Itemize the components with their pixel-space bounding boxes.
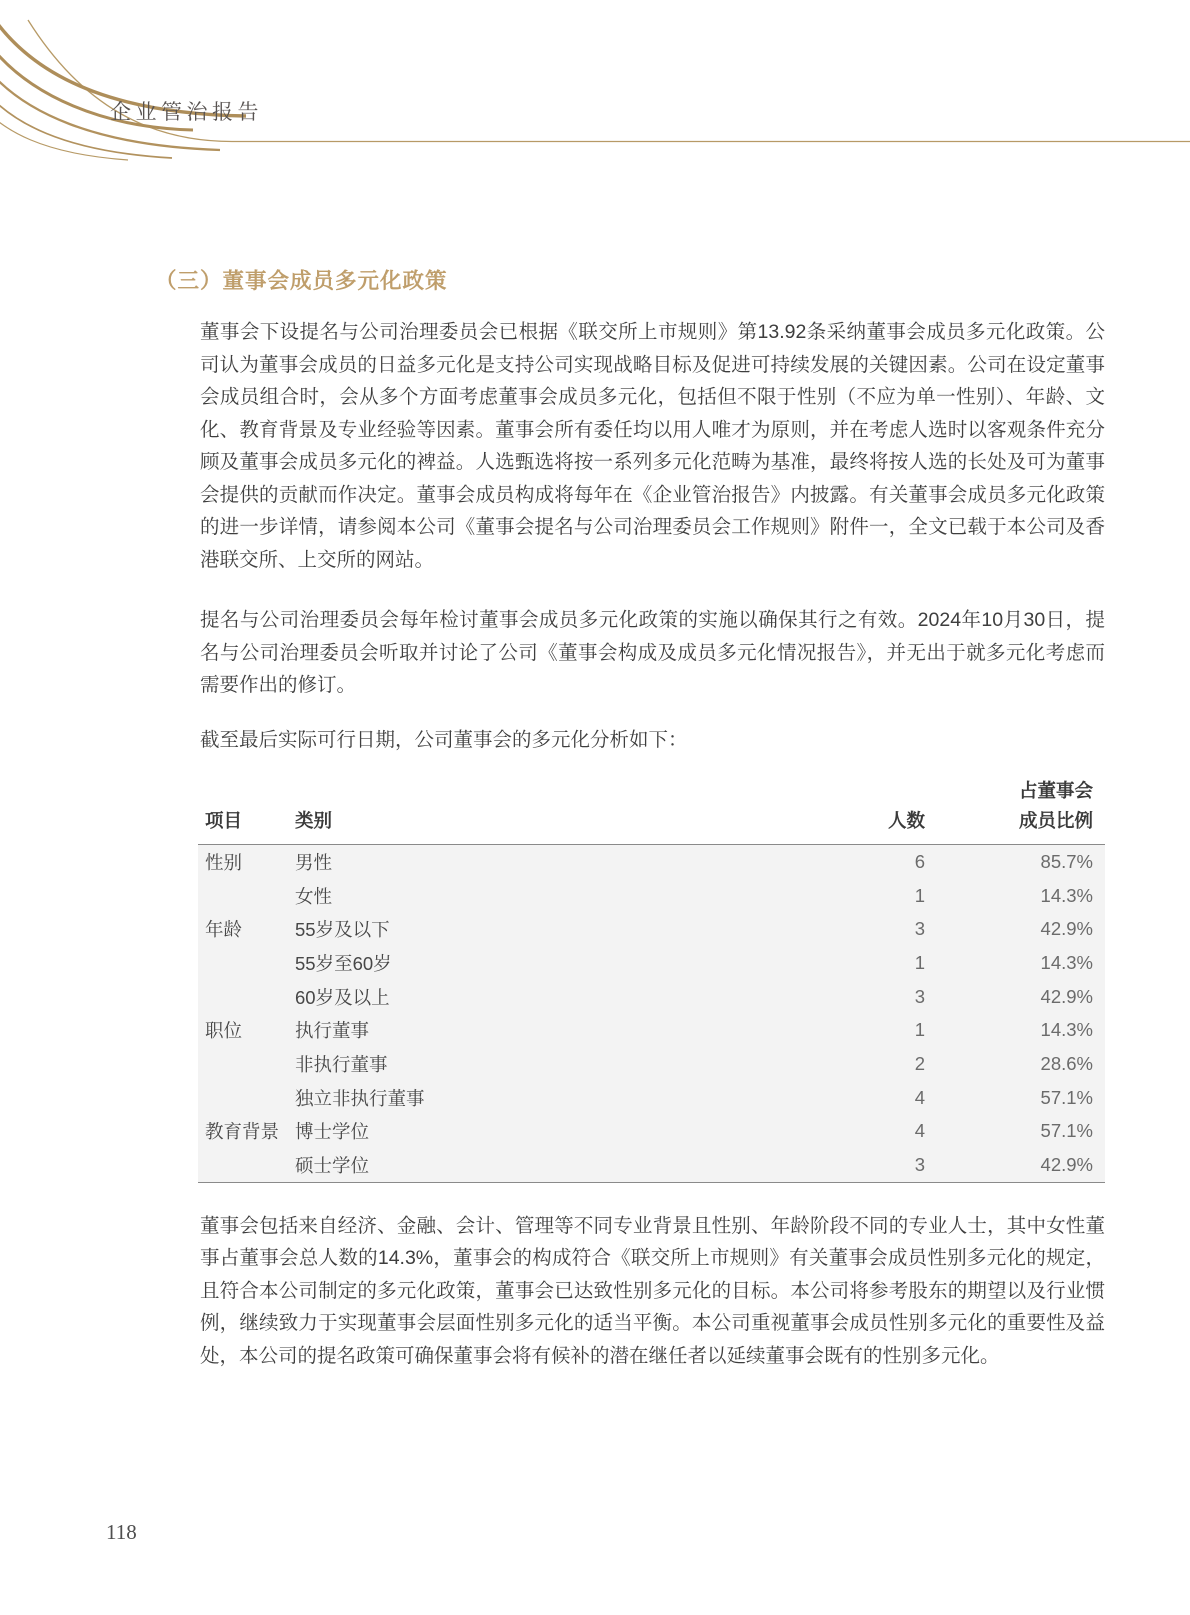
column-header-ratio-line1: 占董事会 (1018, 780, 1093, 801)
cell-item (198, 1081, 295, 1115)
cell-item: 职位 (205, 1020, 243, 1042)
cell-item (198, 1148, 295, 1182)
column-header-item: 项目 (198, 776, 295, 845)
cell-ratio: 57.1% (1040, 1120, 1093, 1142)
cell-ratio: 42.9% (1040, 918, 1093, 940)
cell-count: 4 (914, 1086, 925, 1108)
table-header-row (198, 776, 1105, 845)
table-row (198, 1013, 1105, 1047)
column-header-ratio-line2: 成员比例 (1018, 810, 1093, 831)
cell-category: 男性 (295, 851, 333, 873)
cell-count: 2 (914, 1052, 925, 1074)
cell-category: 独立非执行董事 (295, 1087, 425, 1109)
cell-count: 3 (718, 1148, 925, 1182)
cell-category: 硕士学位 (295, 1148, 718, 1182)
column-header-category: 类别 (295, 776, 718, 845)
cell-count: 1 (914, 1019, 925, 1041)
paragraph-analysis-lead: 截至最后实际可行日期，公司董事会的多元化分析如下： (200, 728, 688, 751)
cell-count: 6 (914, 850, 925, 872)
table-row (198, 1115, 1105, 1149)
cell-ratio: 14.3% (1040, 1019, 1093, 1041)
cell-category: 女性 (295, 885, 333, 907)
cell-category: 博士学位 (295, 1121, 370, 1143)
cell-ratio: 85.7% (1040, 850, 1093, 872)
cell-item (198, 946, 295, 980)
cell-category: 非执行董事 (295, 1053, 388, 1075)
cell-item (198, 1047, 295, 1081)
paragraph-annual-review: 提名与公司治理委员会每年检讨董事会成员多元化政策的实施以确保其行之有效。2024年10月30日，提名与公司治理委员会听取并讨论了公司《董事会构成及成员多元化情况报告》，并无出于就多元化考虑而需要作出的修订。 (200, 609, 1105, 696)
cell-ratio: 28.6% (1040, 1052, 1093, 1074)
table-row (198, 912, 1105, 946)
cell-item: 年龄 (205, 919, 243, 941)
page-title: 企业管治报告 (110, 100, 263, 124)
table-row (198, 1148, 1105, 1182)
logo-arcs-icon (0, 0, 1190, 170)
table-row (198, 980, 1105, 1014)
table-row (198, 1047, 1105, 1081)
cell-item: 教育背景 (205, 1121, 280, 1143)
cell-count: 3 (914, 985, 925, 1007)
cell-category: 55岁至60岁 (295, 952, 392, 974)
cell-count: 1 (914, 951, 925, 973)
column-header-count: 人数 (718, 776, 925, 845)
cell-ratio: 42.9% (925, 1148, 1105, 1182)
cell-ratio: 14.3% (1040, 951, 1093, 973)
column-header-ratio (925, 776, 1105, 845)
cell-category: 60岁及以上 (295, 986, 390, 1008)
cell-ratio: 42.9% (1040, 985, 1093, 1007)
cell-count: 1 (914, 884, 925, 906)
cell-ratio: 57.1% (1040, 1086, 1093, 1108)
cell-category: 55岁及以下 (295, 919, 390, 941)
cell-count: 4 (914, 1120, 925, 1142)
cell-item (198, 980, 295, 1014)
table-row (198, 879, 1105, 913)
table-row (198, 1081, 1105, 1115)
section-heading: （三）董事会成员多元化政策 (155, 269, 448, 293)
cell-category: 执行董事 (295, 1020, 370, 1042)
board-diversity-table (198, 776, 1105, 1183)
cell-ratio: 14.3% (1040, 884, 1093, 906)
cell-item: 性别 (205, 851, 243, 873)
table-row (198, 946, 1105, 980)
cell-item (198, 879, 295, 913)
page-number: 118 (106, 1520, 137, 1544)
paragraph-closing: 董事会包括来自经济、金融、会计、管理等不同专业背景且性别、年龄阶段不同的专业人士，其中女性董事占董事会总人数的14.3%，董事会的构成符合《联交所上市规则》有关董事会成员性别多元化的规定，且符合本公司制定的多元化政策，董事会已达致性别多元化的目标。本公司将参考股东的期望以及行业惯例，继续致力于实现董事会层面性别多元化的适当平衡。本公司重视董事会成员性别多元化的重要性及益处，本公司的提名政策可确保董事会将有候补的潜在继任者以延续董事会既有的性别多元化。 (200, 1214, 1105, 1367)
table-row (198, 845, 1105, 879)
cell-count: 3 (914, 918, 925, 940)
paragraph-diversity-policy-intro: 董事会下设提名与公司治理委员会已根据《联交所上市规则》第13.92条采纳董事会成员多元化政策。公司认为董事会成员的日益多元化是支持公司实现战略目标及促进可持续发展的关键因素。公司在设定董事会成员组合时，会从多个方面考虑董事会成员多元化，包括但不限于性别（不应为单一性别）、年龄、文化、教育背景及专业经验等因素。董事会所有委任均以用人唯才为原则，并在考虑人选时以客观条件充分顾及董事会成员多元化的裨益。人选甄选将按一系列多元化范畴为基准，最终将按人选的长处及可为董事会提供的贡献而作决定。董事会成员构成将每年在《企业管治报告》内披露。有关董事会成员多元化政策的进一步详情，请参阅本公司《董事会提名与公司治理委员会工作规则》附件一，全文已载于本公司及香港联交所、上交所的网站。 (200, 321, 1105, 571)
